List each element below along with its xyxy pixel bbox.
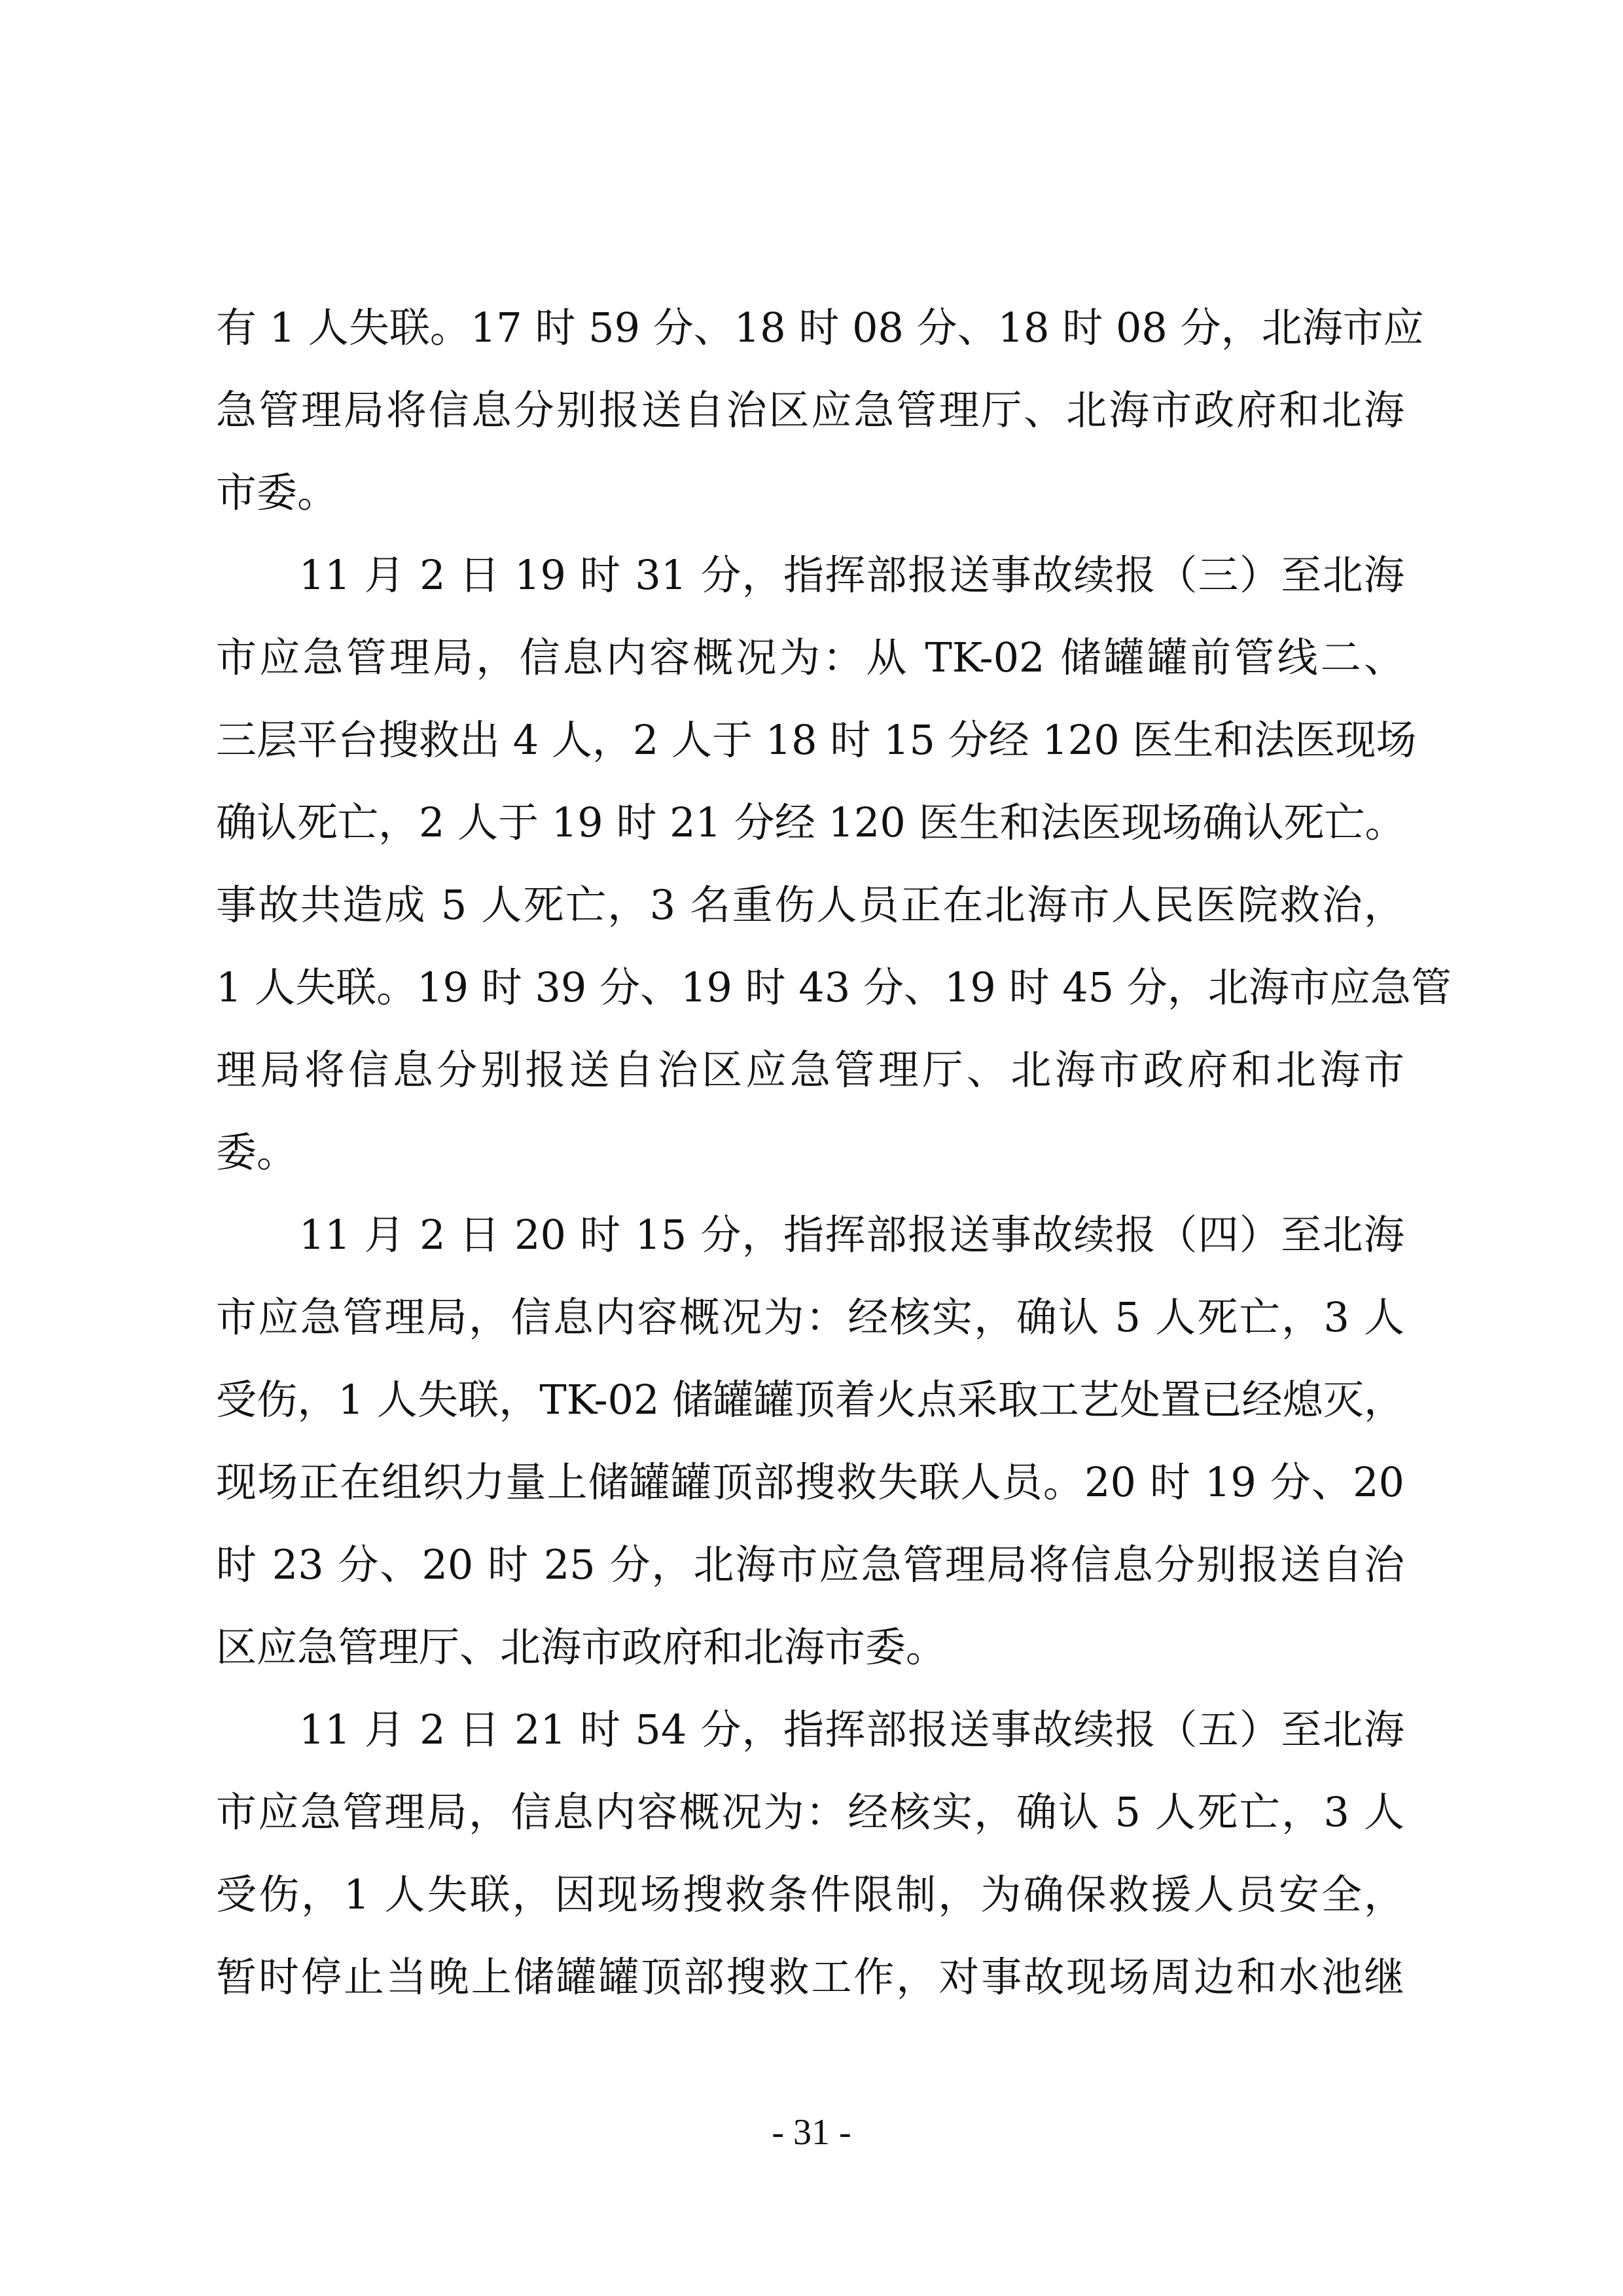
paragraph <box>216 287 1424 534</box>
text-line: 现场正在组织力量上储罐罐顶部搜救失联人员。20 时 19 分、20 <box>216 1458 1404 1506</box>
text-line: 三层平台搜救出 4 人，2 人于 18 时 15 分经 120 医生和法医现场 <box>216 716 1417 764</box>
text-line: 受伤，1 人失联，因现场搜救条件限制，为确保救援人员安全， <box>216 1871 1404 1918</box>
text-line: 事故共造成 5 人死亡，3 名重伤人员正在北海市人民医院救治， <box>216 881 1404 929</box>
paragraph <box>216 534 1452 1194</box>
text-line: 有 1 人失联。17 时 59 分、18 时 08 分、18 时 08 分，北海市应 <box>216 304 1424 351</box>
text-line: 确认死亡，2 人于 19 时 21 分经 120 医生和法医现场确认死亡。 <box>216 798 1406 846</box>
page-number: - 31 - <box>772 2112 851 2153</box>
paragraph <box>216 1689 1404 2018</box>
text-line: 委。 <box>216 1128 298 1176</box>
text-line: 市委。 <box>216 469 338 516</box>
text-line: 暂时停止当晚上储罐罐顶部搜救工作，对事故现场周边和水池继 <box>216 1953 1404 2001</box>
document-body <box>216 287 1452 2018</box>
text-line: 11 月 2 日 20 时 15 分，指挥部报送事故续报（四）至北海 <box>216 1211 1404 1259</box>
text-line: 1 人失联。19 时 39 分、19 时 43 分、19 时 45 分，北海市应急管 <box>216 963 1452 1011</box>
text-line: 急管理局将信息分别报送自治区应急管理厅、北海市政府和北海 <box>216 386 1404 434</box>
text-line: 理局将信息分别报送自治区应急管理厅、北海市政府和北海市 <box>216 1046 1404 1094</box>
text-line: 市应急管理局，信息内容概况为：经核实，确认 5 人死亡，3 人 <box>216 1788 1404 1836</box>
text-line: 区应急管理厅、北海市政府和北海市委。 <box>216 1623 947 1671</box>
text-line: 时 23 分、20 时 25 分，北海市应急管理局将信息分别报送自治 <box>216 1541 1404 1588</box>
text-line: 市应急管理局，信息内容概况为：经核实，确认 5 人死亡，3 人 <box>216 1293 1404 1341</box>
paragraph <box>216 1194 1404 1689</box>
text-line: 市应急管理局，信息内容概况为：从 TK-02 储罐罐前管线二、 <box>216 634 1404 681</box>
text-line: 11 月 2 日 19 时 31 分，指挥部报送事故续报（三）至北海 <box>216 551 1404 599</box>
text-line: 受伤，1 人失联，TK-02 储罐罐顶着火点采取工艺处置已经熄灭， <box>216 1376 1404 1424</box>
text-line: 11 月 2 日 21 时 54 分，指挥部报送事故续报（五）至北海 <box>216 1706 1404 1753</box>
